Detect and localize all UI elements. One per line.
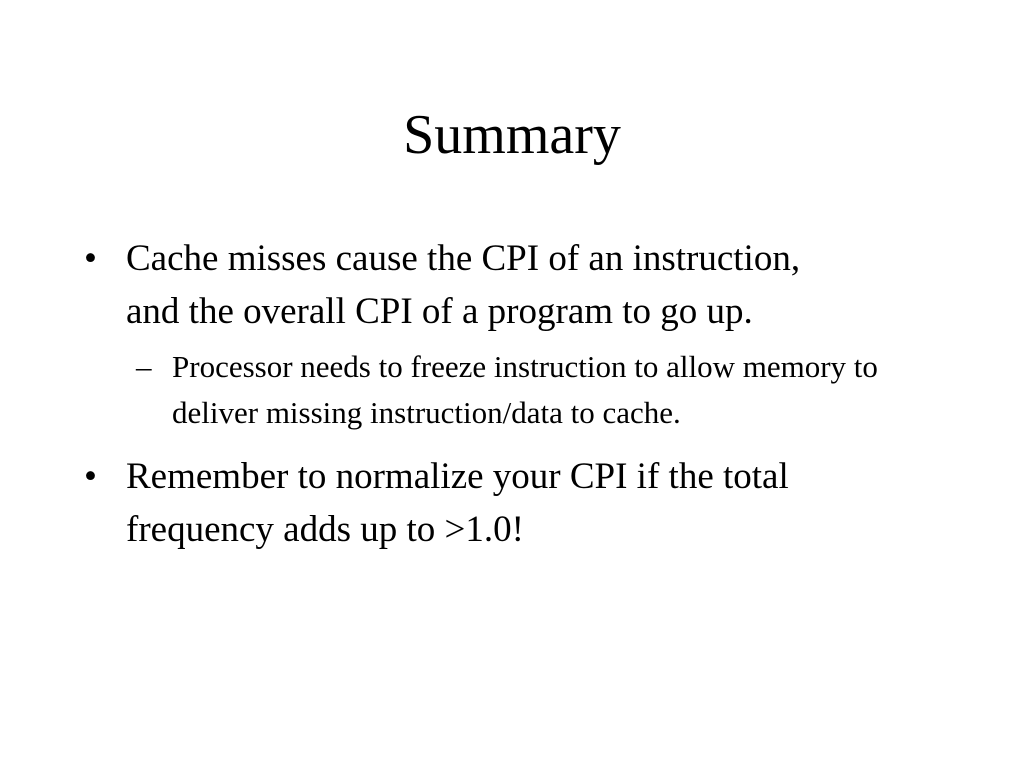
bullet-item <box>84 450 924 556</box>
bullet-marker: • <box>84 456 97 497</box>
bullet-text: Cache misses cause the CPI of an instruction, and the overall CPI of a program to go up. <box>126 238 801 332</box>
sub-bullet-item <box>126 344 924 436</box>
bullet-text: Remember to normalize your CPI if the total frequency adds up to >1.0! <box>126 456 789 550</box>
dash-marker: – <box>136 349 152 384</box>
bullet-marker: • <box>84 238 97 279</box>
sub-bullet-text: Processor needs to freeze instruction to allow memory to deliver missing instruction/data to cache. <box>172 349 878 430</box>
bullet-item <box>84 232 924 436</box>
slide-title: Summary <box>403 104 621 166</box>
bullet-list <box>84 232 924 556</box>
sub-bullet-list <box>126 344 924 436</box>
